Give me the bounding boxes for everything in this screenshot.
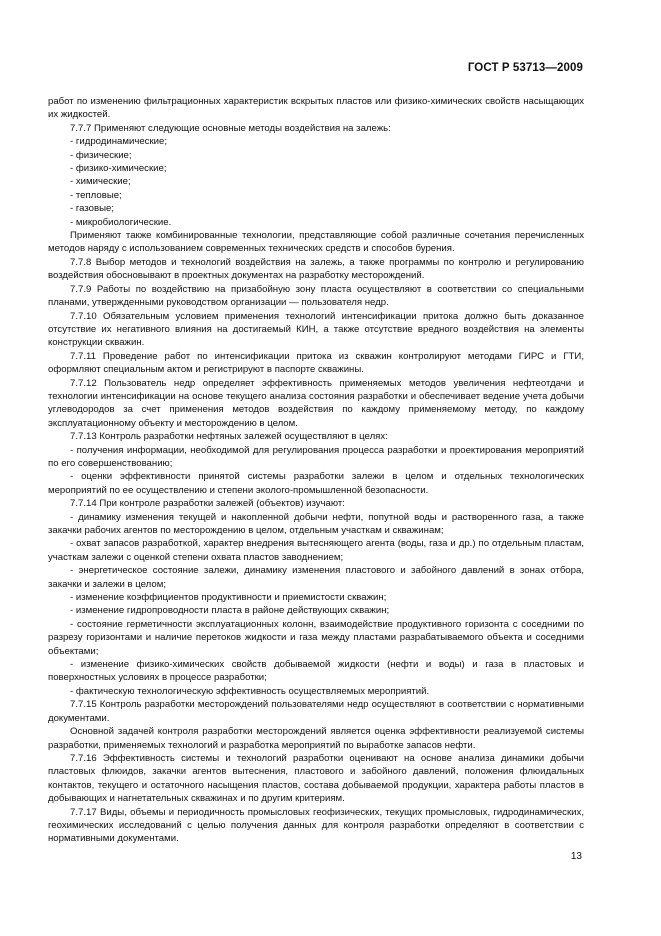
paragraph: 7.7.17 Виды, объемы и периодичность промысловых геофизических, текущих промысловых, гидродинамических, геохимических исследований с целью получения данных для контроля разработки определяют в соответствии с нормативными документами.	[48, 806, 584, 845]
paragraph: - динамику изменения текущей и накопленной добычи нефти, попутной воды и растворенного газа, а также закачки рабочих агентов по месторождению в целом, отдельным участкам и скважинам;	[48, 511, 584, 536]
paragraph: 7.7.16 Эффективность системы и технологий разработки оценивают на основе анализа динамики добычи пластовых флюидов, закачки агентов вытеснения, пластового и забойного давлений, положения флюидальных контактов, текущего и остаточного насыщения пластов, состава добываемой продукции, характера работы пластов в добывающих и нагнетательных скважинах и по другим критериям.	[48, 752, 584, 805]
paragraph: - фактическую технологическую эффективность осуществляемых мероприятий.	[70, 685, 430, 697]
paragraph: 7.7.13 Контроль разработки нефтяных залежей осуществляют в целях:	[70, 431, 388, 443]
paragraph: - состояние герметичности эксплуатационных колонн, взаимодействие продуктивного горизонта с соседними по разрезу горизонтами и наличие перетоков жидкости и газа между пластами разрабатываемого объекта и соседними объектами;	[48, 618, 584, 657]
paragraph: - гидродинамические;	[70, 136, 168, 148]
paragraph: - охват запасов разработкой, характер внедрения вытесняющего агента (воды, газа и др.) по отдельным пластам, участкам залежи с оценкой степени охвата пластов заводнением;	[48, 538, 584, 563]
paragraph: - изменение гидропроводности пласта в районе действующих скважин;	[70, 605, 390, 617]
paragraph: - энергетическое состояние залежи, динамику изменения пластового и забойного давлений в зонах отбора, закачки и залежи в целом;	[48, 565, 584, 590]
document-body	[48, 95, 584, 846]
paragraph: - изменение физико-химических свойств добываемой жидкости (нефти и воды) и газа в пластовых и поверхностных условиях в процессе разработки;	[48, 659, 584, 684]
paragraph: - получения информации, необходимой для регулирования процесса разработки и проектирования мероприятий по его совершенствованию;	[48, 444, 584, 469]
paragraph: - оценки эффективности принятой системы разработки залежи в целом и отдельных технологических мероприятий по ее осуществлению и степени эколого-промышленной безопасности.	[48, 471, 584, 496]
paragraph: - газовые;	[70, 203, 114, 215]
paragraph: - химические;	[70, 176, 131, 188]
paragraph: 7.7.8 Выбор методов и технологий воздействия на залежь, а также программы по контролю и регулированию воздействия обосновывают в проектных документах на разработку месторождений.	[48, 256, 584, 282]
paragraph: - физические;	[70, 149, 132, 161]
paragraph: 7.7.10 Обязательным условием применения технологий интенсификации притока должно быть доказанное отсутствие их негативного влияния на достигаемый КИН, а также отсутствие вредного воздействия на элементы конструкции скважин.	[48, 310, 584, 349]
paragraph: - физико-химические;	[70, 163, 167, 175]
paragraph: работ по изменению фильтрационных характеристик вскрытых пластов или физико-химических свойств насыщающих их жидкостей.	[48, 96, 584, 121]
paragraph: 7.7.7 Применяют следующие основные методы воздействия на залежь:	[70, 122, 391, 134]
paragraph: 7.7.15 Контроль разработки месторождений пользователями недр осуществляют в соответствии с нормативными документами.	[48, 699, 584, 724]
paragraph: 7.7.9 Работы по воздействию на призабойную зону пласта осуществляют в соответствии со специальными планами, утвержденными руководством организации — пользователя недр.	[48, 283, 584, 309]
page-number: 13	[570, 851, 582, 862]
paragraph: - микробиологические.	[70, 216, 172, 228]
paragraph: 7.7.14 При контроле разработки залежей (объектов) изучают:	[70, 498, 345, 510]
paragraph: 7.7.12 Пользователь недр определяет эффективность применяемых методов увеличения нефтеотдачи и технологии интенсификации на основе текущего анализа состояния разработки и обеспечивает ведение учета добычи углеводородов за счет применения методов воздействия по каждому применяемому методу, по каждому эксплуатационному объекту и месторождению в целом.	[48, 377, 584, 429]
paragraph: Применяют также комбинированные технологии, представляющие собой различные сочетания перечисленных методов наряду с использованием современных технических средств и способов бурения.	[48, 230, 584, 255]
document-header: ГОСТ Р 53713—2009	[467, 62, 583, 74]
paragraph: - изменение коэффициентов продуктивности и приемистости скважин;	[70, 592, 387, 604]
paragraph: 7.7.11 Проведение работ по интенсификации притока из скважин контролируют методами ГИРС и ГТИ, оформляют специальным актом и регистрируют в паспорте скважины.	[48, 350, 584, 376]
paragraph: Основной задачей контроля разработки месторождений является оценка эффективности реализуемой системы разработки, применяемых технологий и разработка мероприятий по выработке запасов нефти.	[48, 726, 584, 751]
paragraph: - тепловые;	[70, 189, 122, 201]
